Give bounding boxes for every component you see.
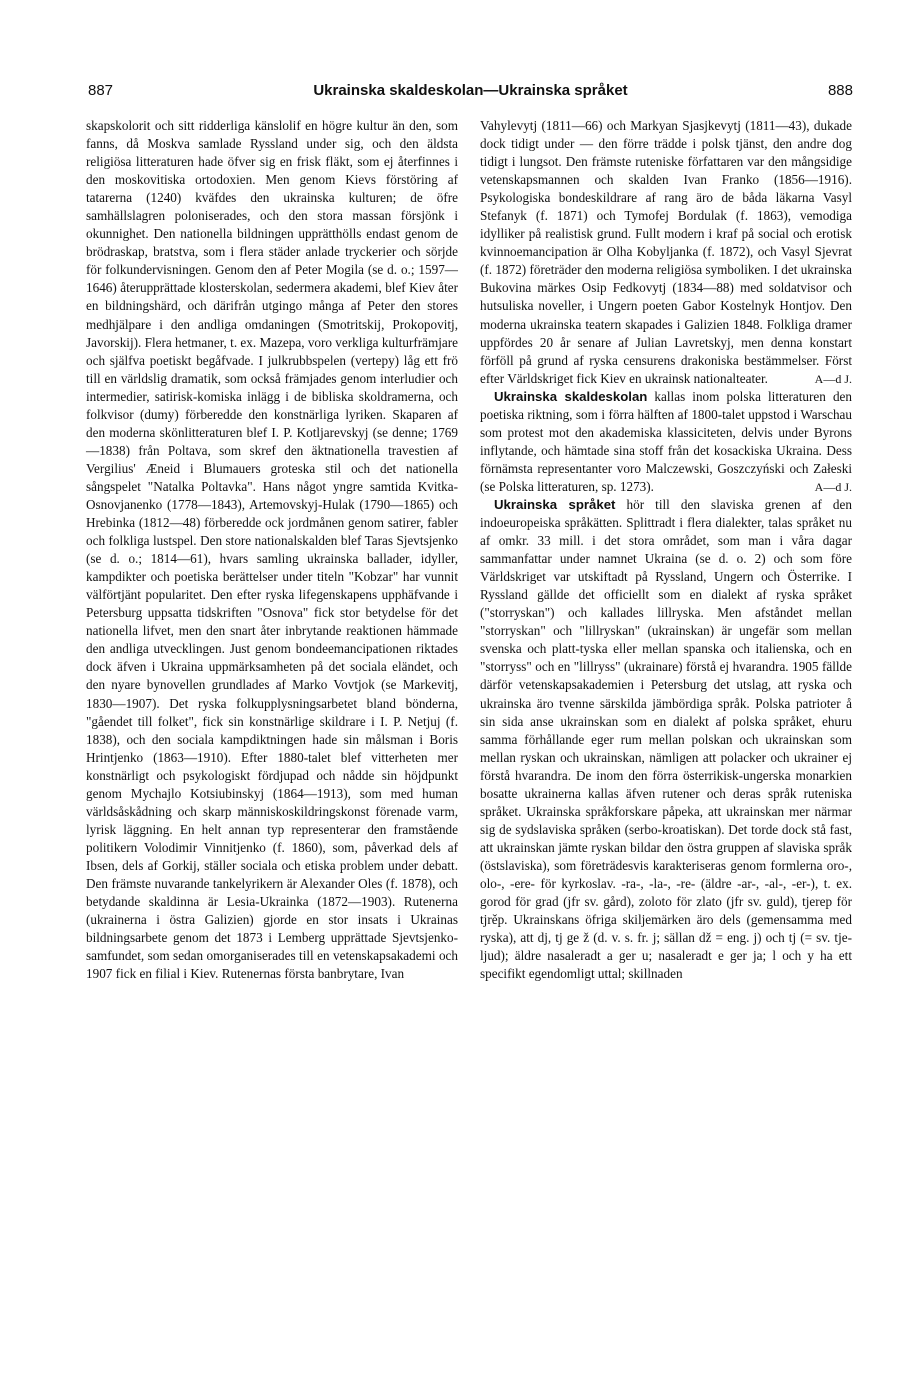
entry-spraket [480,496,852,983]
article-continuation-paragraph [480,117,852,388]
entry-text: hör till den slaviska grenen af den indoeuropeiska språkätten. Splittradt i flera dialekter, talas språket nu af omkr. 33 mill. i det stora området, som man i våra dagar sammanfattar under namnet Ukraina (se d. o. 2) och som före Världskriget var utskiftadt på Ryssland, Ungern och Österrike. I Ryssland gällde det officiellt som en dialekt af ryska språket ("storryskan") och kallades lillryska. Men afståndet mellan "storryskan" och "lillryskan" (ukrainskan) är ungefär som mellan svenska och platt-tyska eller mellan spanska och italienska, och en "storryss" och en "lillryss" (ukrainare) förstå ej hvarandra. 1905 fällde därför vetenskapsakademien i Petersburg det utslag, att ryska och ukrainska äro tvenne särskilda jämbördiga språk. Polska patrioter å sin sida anse ukrainskan som en dialekt af polska språket, ehuru samma förhållande eger rum mellan polskan och ukrainskan som mellan ryskan och ukrainskan, nämligen att polacker och ukrainer ej förstå hvarandra. De inom den förra österrikisk-ungerska monarkien bosatte ukrainerna kallas äfven rutener och deras språk ruteniska språket. Ukrainska språkforskare påpeka, att ukrainskan mer närmar sig de sydslaviska språken (serbo-kroatiskan). Det torde dock stå fast, att ukrainskan jämte ryskan bildar den östra gruppen af slaviska språk (östslaviska), som företrädesvis karakteriseras genom formlerna oro-, olo-, -ere- för kyrkoslav. -ra-, -la-, -re- (äldre -ar-, -al-, -er-), t. ex. gorod för grad (jfr sv. gård), zoloto för zlato (jfr sv. guld), tjerep för tjrěp. Ukrainskans öfriga skiljemärken äro dels (gemensamma med ryska), att dj, tj ge ž (d. v. s. fr. j; sällan dž = eng. j) och tj (= sv. tje-ljud); äldre nasaleradt a ger u; nasaleradt e ger ja; l och y ha ett specifikt egendomligt uttal; skillnaden [480,496,852,982]
page-number-right: 888 [827,82,853,99]
right-column [480,117,852,983]
running-title: Ukrainska skaldeskolan—Ukrainska språket [313,82,628,99]
entry-skaldeskolan [480,388,852,496]
page-header [88,82,853,104]
entry-text: kallas inom polska litteraturen den poetiska riktning, som i förra hälften af 1800-talet uppstod i Warschau som protest mot den akademiska klassiciteten, delvis under Byrons inflytande, och hämtade sina stoff från det kosackiska Ukraina. Dess förnämsta representanter voro Malczewski, Goszczyński och Załeski (se Polska litteraturen, sp. 1273). [480,388,852,494]
entry-headword: Ukrainska språket [494,496,616,512]
page-number-left: 887 [88,82,114,99]
paragraph-text: Vahylevytj (1811—66) och Markyan Sjasjkevytj (1811—43), dukade dock tidigt under — den förre trädde i polsk tjänst, den andre dog tidigt i lungsot. Den främste ruteniske författaren var den mångsidige vetenskapsmannen och skalden Ivan Franko (1856—1916). Psykologiska bondeskildrare af rang äro de båda läkarna Vasyl Stefanyk (f. 1871) och Tymofej Bordulak (f. 1863), vemodiga idylliker på realistisk grund. Fullt modern i kraf på social och erotisk kvinnoemancipation är Olha Kobyljanka (f. 1872), och Vasyl Sjevrat (f. 1872) företräder den moderna religiösa symboliken. I det ukrainska Bukovina märkes Osip Fedkovytj (1834—88) med soldatvisor och hutsuliska noveller, i Ungern poeten Gabor Kostelnyk Hontjov. Den moderna ukrainska teatern skapades i Galizien 1848. Folkliga dramer uppfördes 20 år senare af Julian Lavretskyj, men denna konstart förföll på grund af ryska censurens drakoniska bestämmelser. Först efter Världskriget fick Kiev en ukrainsk nationalteater. [480,118,852,386]
entry-headword: Ukrainska skaldeskolan [494,388,648,404]
left-column [86,117,458,983]
author-signature: A—d J. [814,371,852,386]
author-signature: A—d J. [814,479,852,494]
article-continuation-paragraph: skapskolorit och sitt ridderliga känslolif en högre kultur än den, som fanns, då Moskva samlade Ryssland under sig, och den äldsta religiösa litteraturen hade öfver sig en frisk fläkt, som ej återfinnes i den moskovitiska ortodoxien. Men genom Kievs förstöring af tatarerna (1240) kväfdes den ukrainska kulturen; de öfre samhällslagren poloniserades, och den stora massan försjönk i okunnighet. Den nationella bildningen upprätthölls endast genom de brödraskap, bratstva, som i flera städer anlade tryckerier och sörjde för folkundervisningen. Genom den af Peter Mogila (se d. o.; 1597—1646) återupprättade klosterskolan, sedermera akademi, blef Kiev åter en bildningshärd, och därifrån utgingo många af Peter den stores medhjälpare i den andliga omdaningen (Smotritskij, Prokopovitj, Javorskij). Flera hetmaner, t. ex. Mazepa, voro verkliga kulturfrämjare och själfva poetiskt begåfvade. I julkrubbspelen (vertepy) låg ett frö till en världslig dramatik, som också främjades genom interludier och intermedier, satirisk-komiska inlägg i de bibliska skoldramerna, och folkvisor (dumy) förberedde den konstnärliga lyriken. Skaparen af den moderna skönlitteraturen blef I. P. Kotljarevskyj (se denne; 1769—1838) från Poltava, som skref den äktnationella travestien af Vergilius' Æneid i Blumauers groteska stil och det nationella sångspelet "Natalka Poltavka". Hans något yngre samtida Kvitka-Osnovjanenko (1778—1843), Artemovskyj-Hulak (1790—1865) och Hrebinka (1812—48) förberedde ock jordmånen genom satirer, fabler och folkliga lustspel. Den store nationalskalden blef Taras Sjevtsjenko (se d. o.; 1814—61), hvars samling ukrainska ballader, idyller, kampdikter och poetiska berättelser under titeln "Kobzar" har vunnit välförtjänt popularitet. Den efter ryska lifegenskapens upphäfvande i Petersburg uppsatta tidskriften "Osnova" fick stor betydelse för det nationella lifvet, men den snart åter inbrytande reaktionen hämmade den andliga utvecklingen. Just genom bondeemancipationen riktades dock äfven i Ukraina uppmärksamheten på det sociala eländet, och den nyare bynovellen grundlades af Marko Vovtjok (se Markevitj, 1830—1907). Det ryska folkupplysningsarbetet bland bönderna, "gåendet till folket", fick sin konstnärlige skildrare i I. P. Netjuj (f. 1838), och den sociala kampdiktningen hade sin målsman i Boris Hrintjenko (1863—1910). Efter 1880-talet blef vitterheten mer konstnärligt och psykologiskt fördjupad och nådde sin höjdpunkt genom Mychajlo Kotsiubinskyj (1864—1913), som med human världsåskådning och skarp människoskildringskonst förenade varm, lyrisk läggning. En helt annan typ representerar den framstående politikern Volodimir Vinnitjenko (f. 1860), som, påverkad dels af Ibsen, dels af Gorkij, ställer sociala och etiska problem under debatt. Den främste nuvarande tankelyrikern är Alexander Oles (f. 1878), och betydande skaldinna är Lesia-Ukrainka (1872—1903). Rutenerna (ukrainerna i östra Galizien) gjorde en stor insats i Ukrainas bildningsarbete genom det 1873 i Lemberg upprättade Sjevtsjenko-samfundet, som sedan omorganiserades till en vetenskapsakademi och 1907 fick en filial i Kiev. Rutenernas första banbrytare, Ivan [86,118,458,982]
